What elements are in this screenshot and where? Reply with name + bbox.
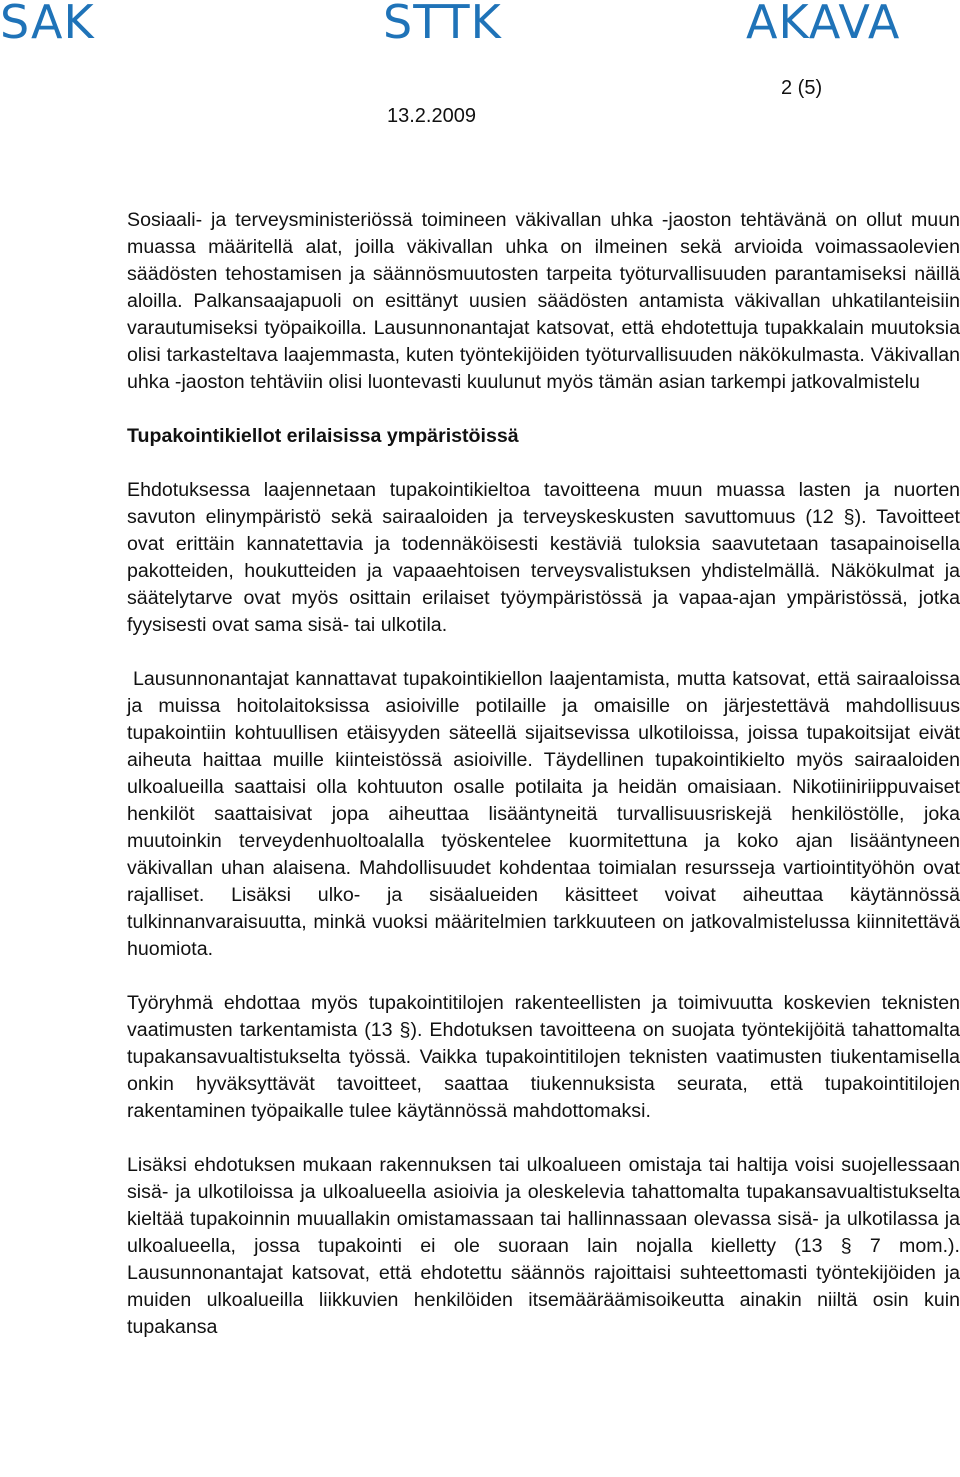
paragraph-owner-ban: Lisäksi ehdotuksen mukaan rakennuksen tai ulkoalueen omistaja tai haltija voisi suojellessaan sisä- ja ulkotiloissa ja ulkoalueella asioivia ja oleskelevia tahattomalta tupakansavualtistukselta kieltää tupakoinnin muuallakin omistamassaan tai hallinnassaan olevassa sisä- ja ulkotilassa ja ulkoalueella, jossa tupakointi ei ole suoraan lain nojalla kielletty (13 § 7 mom.). Lausunnonantajat katsovat, että ehdotettu säännös rajoittaisi suhteettomasti työntekijöiden ja muiden ulkoalueilla liikkuvien henkilöiden itsemääräämisoikeutta ainakin niiltä osin kuin tupakansa bbox=[127, 1154, 960, 1338]
paragraph-hospital-smoking: Lausunnonantajat kannattavat tupakointikiellon laajentamista, mutta katsovat, että sairaaloissa ja muissa hoitolaitoksissa asioiville potilaille ja omaisille on järjestettävä mahdollisuus tupakointiin kohtuullisen etäisyyden säteellä sijaitsevissa ulkotiloissa, joissa tupakoitsijat eivät aiheuta haittaa muille kiinteistössä asioiville. Täydellinen tupakointikielto myös sairaaloiden ulkoalueilla saattaisi olla kohtuuton osalle potilaita ja heidän omaisiaan. Nikotiiniriippuvaiset henkilöt saattaisivat jopa aiheuttaa lisääntyneitä turvallisuusriskejä henkilöstölle, joka muutoinkin terveydenhuoltoalalla työskentelee kuormitettuna ja koko ajan lisääntyneen väkivallan uhan alaisena. Mahdollisuudet kohdentaa toimialan resursseja vartiointityöhön ovat rajalliset. Lisäksi ulko- ja sisäalueiden käsitteet voivat aiheuttaa käytännössä tulkinnanvaraisuutta, minkä vuoksi määritelmien tarkkuuteen on jatkovalmistelussa kiinnitettävä huomiota. bbox=[127, 668, 960, 960]
paragraph-smoking-rooms: Työryhmä ehdottaa myös tupakointitilojen rakenteellisten ja toimivuutta koskevien teknisten vaatimusten tarkentamista (13 §). Ehdotuksen tavoitteena on suojata työntekijöitä tahattomalta tupakansavualtistukselta työssä. Vaikka tupakointitilojen teknisten vaatimusten tiukentamisella onkin hyväksyttävät tavoitteet, saattaa tiukennuksista seurata, että tupakointitilojen rakentaminen työpaikalle tulee käytännössä mahdottomaksi. bbox=[127, 992, 960, 1122]
logo-sak: SAK bbox=[0, 0, 95, 49]
paragraph-smoking-ban-proposal: Ehdotuksessa laajennetaan tupakointikieltoa tavoitteena muun muassa lasten ja nuorten savuton elinympäristö sekä sairaaloiden ja terveyskeskusten savuttomuus (12 §). Tavoitteet ovat erittäin kannatettavia ja todennäköisesti kestäviä tuloksia saavutetaan tasapainoisella pakotteiden, houkutteiden ja vapaaehtoisen terveysvalistuksen yhdistelmällä. Näkökulmat ja säätelytarve ovat myös osittain erilaiset työympäristössä ja vapaa-ajan ympäristössä, jotka fyysisesti ovat sama sisä- tai ulkotila. bbox=[127, 479, 960, 636]
section-heading: Tupakointikiellot erilaisissa ympäristöissä bbox=[127, 425, 519, 447]
logo-akava: AKAVA bbox=[746, 0, 901, 49]
logo-sttk: STTK bbox=[383, 0, 502, 49]
document-body bbox=[127, 207, 960, 1341]
paragraph-violence-threat: Sosiaali- ja terveysministeriössä toimineen väkivallan uhka -jaoston tehtävänä on ollut muun muassa määritellä alat, joilla väkivallan uhka on ilmeinen sekä arvioida voimassaolevien säädösten tehostamisen ja säännösmuutosten tarpeita työturvallisuuden parantamiseksi näillä aloilla. Palkansaajapuoli on esittänyt uusien säädösten antamista väkivallan uhkatilanteisiin varautumiseksi työpaikoilla. Lausunnonantajat katsovat, että ehdotettuja tupakkalain muutoksia olisi tarkasteltava laajemmasta, kuten työntekijöiden työturvallisuuden näkökulmasta. Väkivallan uhka -jaoston tehtäviin olisi luontevasti kuulunut myös tämän asian tarkempi jatkovalmistelu bbox=[127, 209, 960, 393]
page-number: 2 (5) bbox=[781, 77, 823, 99]
document-date: 13.2.2009 bbox=[387, 105, 476, 127]
